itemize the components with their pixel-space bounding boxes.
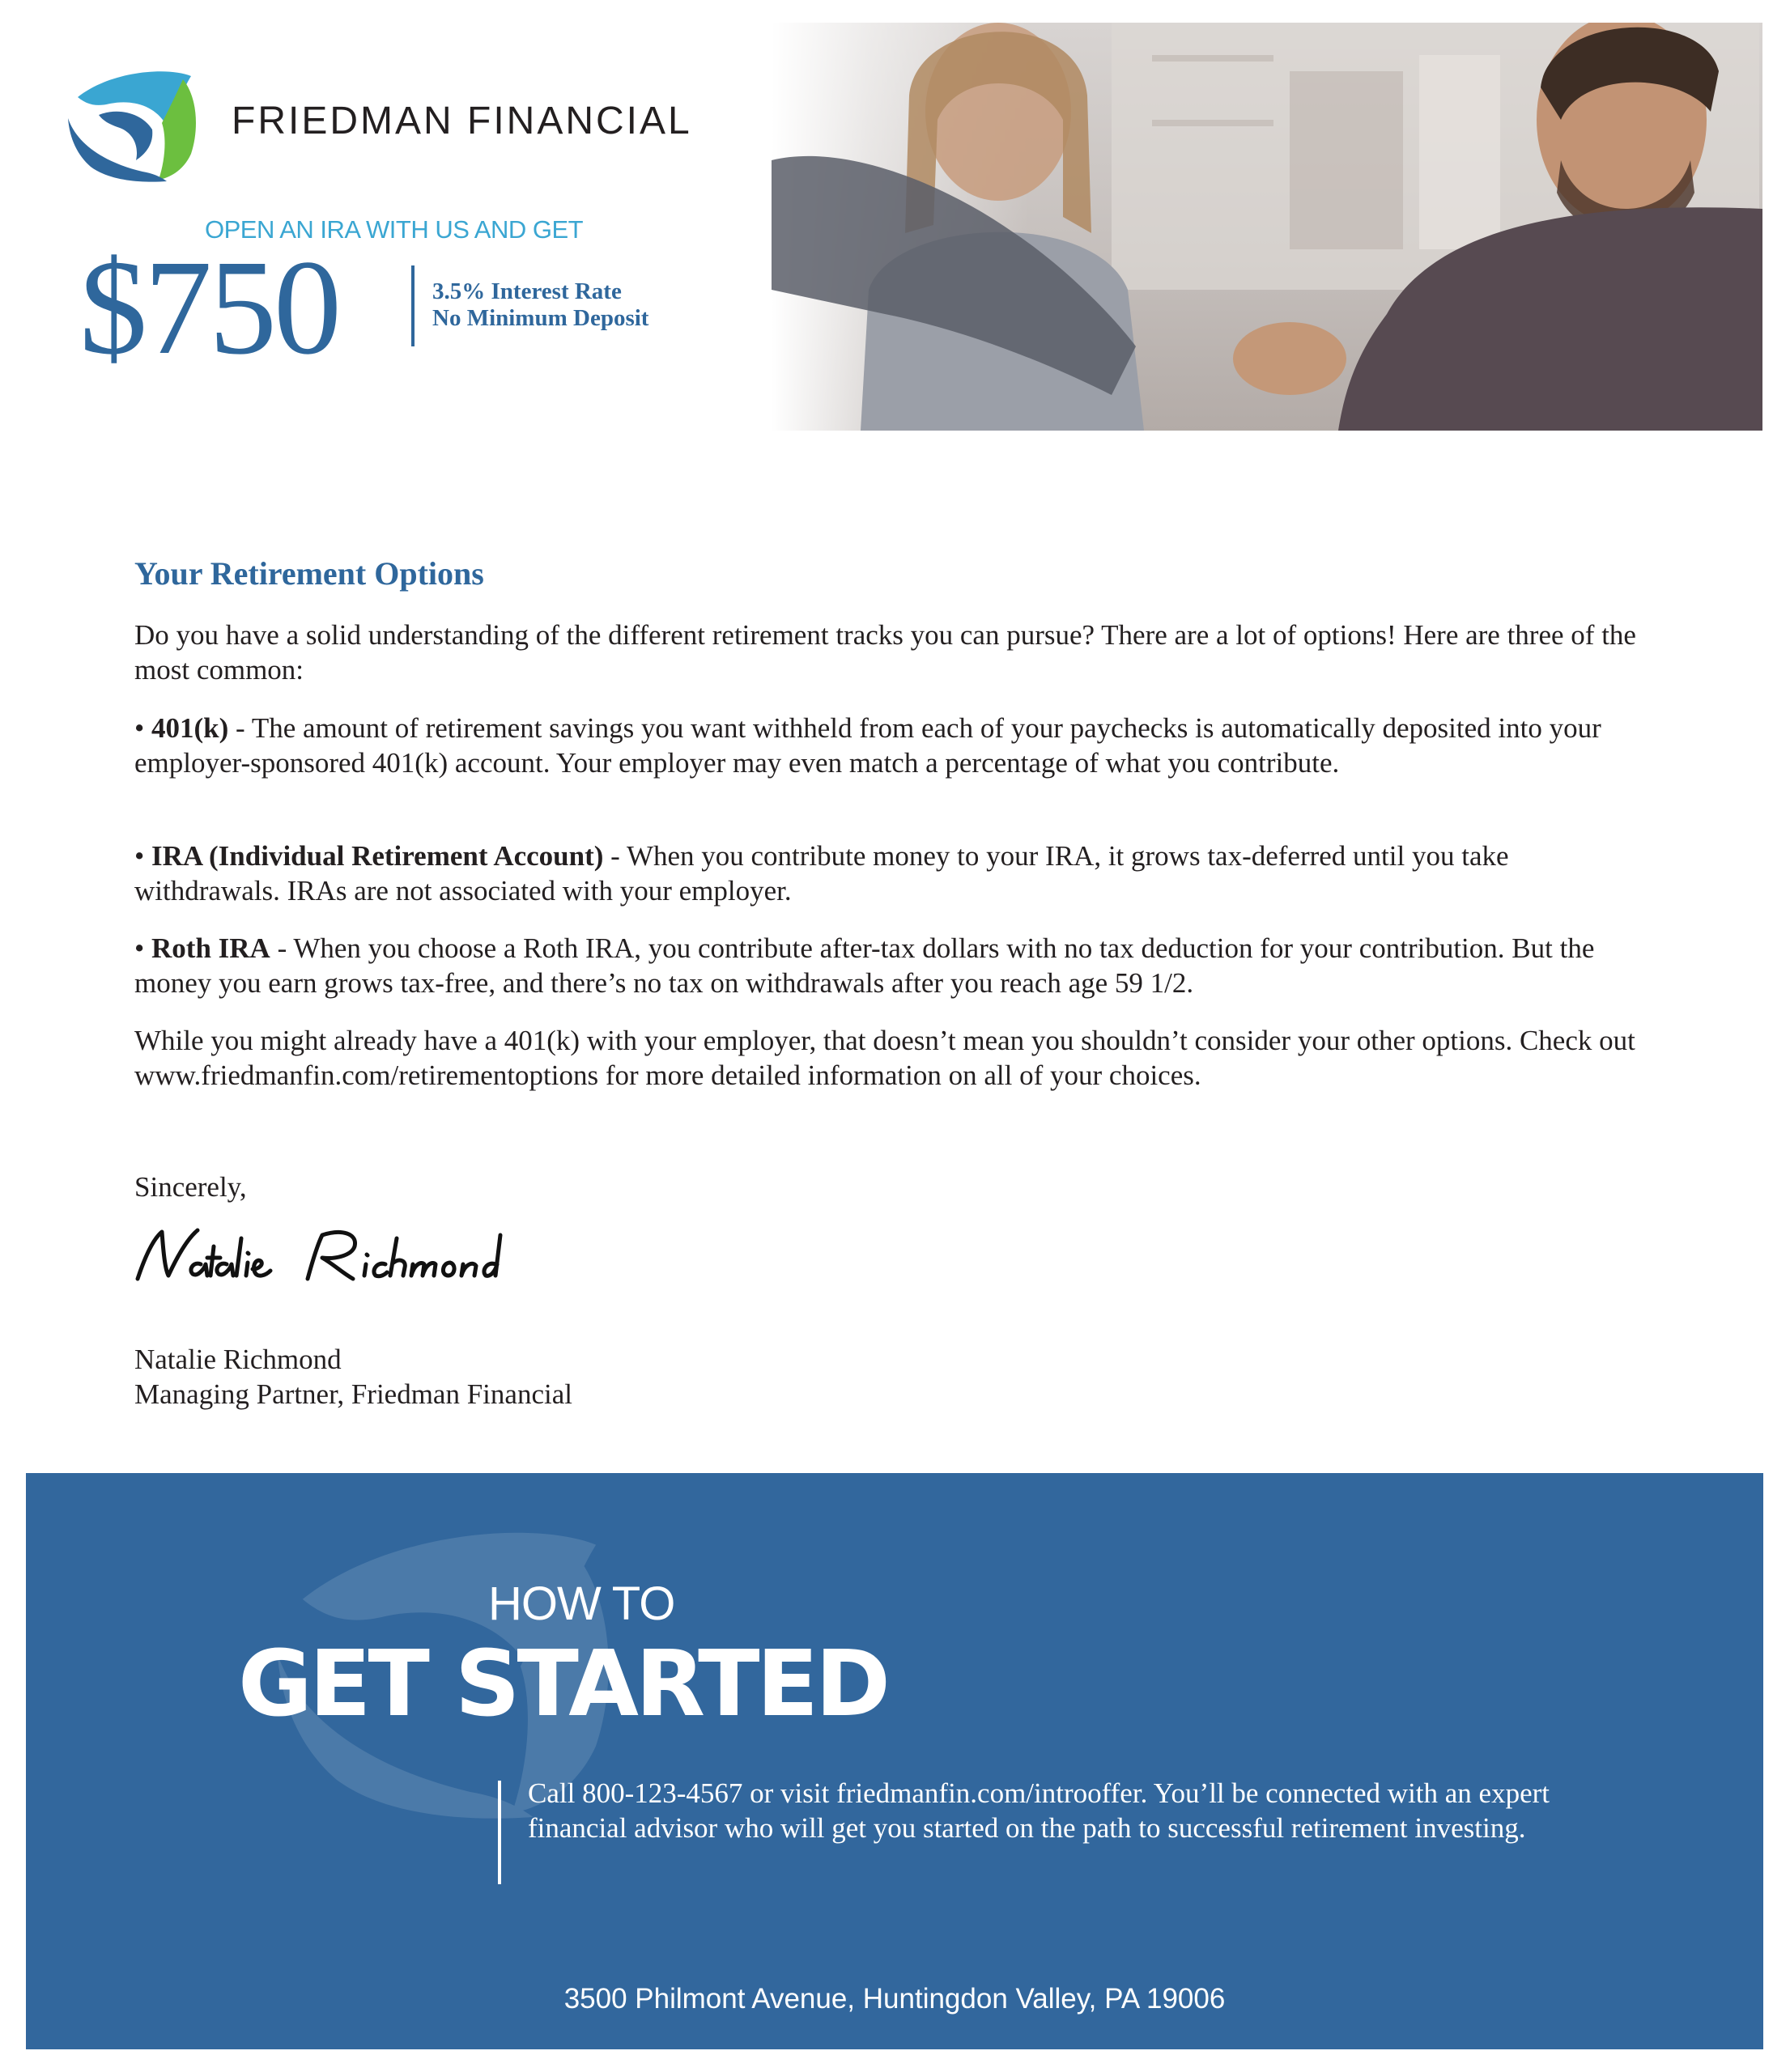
signer-title: Managing Partner, Friedman Financial xyxy=(134,1378,572,1410)
intro-paragraph: Do you have a solid understanding of the different retirement tracks you can pursue? There are a lot of options! Here are three of the most common: xyxy=(134,619,1636,686)
valediction: Sincerely, xyxy=(134,1171,247,1203)
call-to-action-text: Call 800-123-4567 or visit friedmanfin.com/introoffer. You’ll be connected with an expert financial advisor who will get you started on the path to successful retirement investing. xyxy=(528,1777,1550,1844)
option-roth-ira xyxy=(134,931,1656,1000)
option-name: 401(k) xyxy=(151,712,229,744)
brand-name: FRIEDMAN FINANCIAL xyxy=(232,100,692,142)
offer-divider xyxy=(411,265,415,346)
friedman-financial-logo-icon xyxy=(62,65,199,182)
option-description: - The amount of retirement savings you want withheld from each of your paychecks is automatically deposited into your employer-sponsored 401(k) account. Your employer may even match a percentage of what you contribute. xyxy=(134,712,1601,779)
office-address: 3500 Philmont Avenue, Huntingdon Valley, PA 19006 xyxy=(563,1983,1226,2015)
option-401k xyxy=(134,711,1656,780)
signer-name: Natalie Richmond xyxy=(134,1344,342,1375)
option-description: - When you contribute money to your IRA, it grows tax-deferred until you take withdrawals. IRAs are not associated with your employer. xyxy=(134,840,1509,906)
closing-paragraph: While you might already have a 401(k) with your employer, that doesn’t mean you shouldn’t consider your other options. Check out www.friedmanfin.com/retirementoptions for more detailed information on all of your choices. xyxy=(134,1025,1635,1091)
bullet: • xyxy=(134,932,145,964)
option-ira xyxy=(134,839,1656,908)
bullet: • xyxy=(134,840,145,872)
offer-lead-text: OPEN AN IRA WITH US AND GET xyxy=(205,215,584,244)
banner-kicker: HOW TO xyxy=(488,1577,675,1630)
banner-headline: GET STARTED xyxy=(238,1632,887,1737)
offer-feature-minimum-deposit: No Minimum Deposit xyxy=(432,305,649,331)
option-name: IRA (Individual Retirement Account) xyxy=(151,840,604,872)
offer-amount: $750 xyxy=(79,232,338,383)
handwritten-signature xyxy=(130,1222,583,1295)
handshake-photo xyxy=(772,23,1762,431)
get-started-banner xyxy=(26,1473,1763,2049)
option-name: Roth IRA xyxy=(151,932,270,964)
bullet: • xyxy=(134,712,145,744)
offer-feature-interest-rate: 3.5% Interest Rate xyxy=(432,278,622,304)
cta-divider xyxy=(498,1781,501,1884)
option-description: - When you choose a Roth IRA, you contribute after-tax dollars with no tax deduction for your contribution. But the money you earn grows tax-free, and there’s no tax on withdrawals after you reach age 59 1/2. xyxy=(134,932,1595,999)
section-title: Your Retirement Options xyxy=(134,555,484,592)
